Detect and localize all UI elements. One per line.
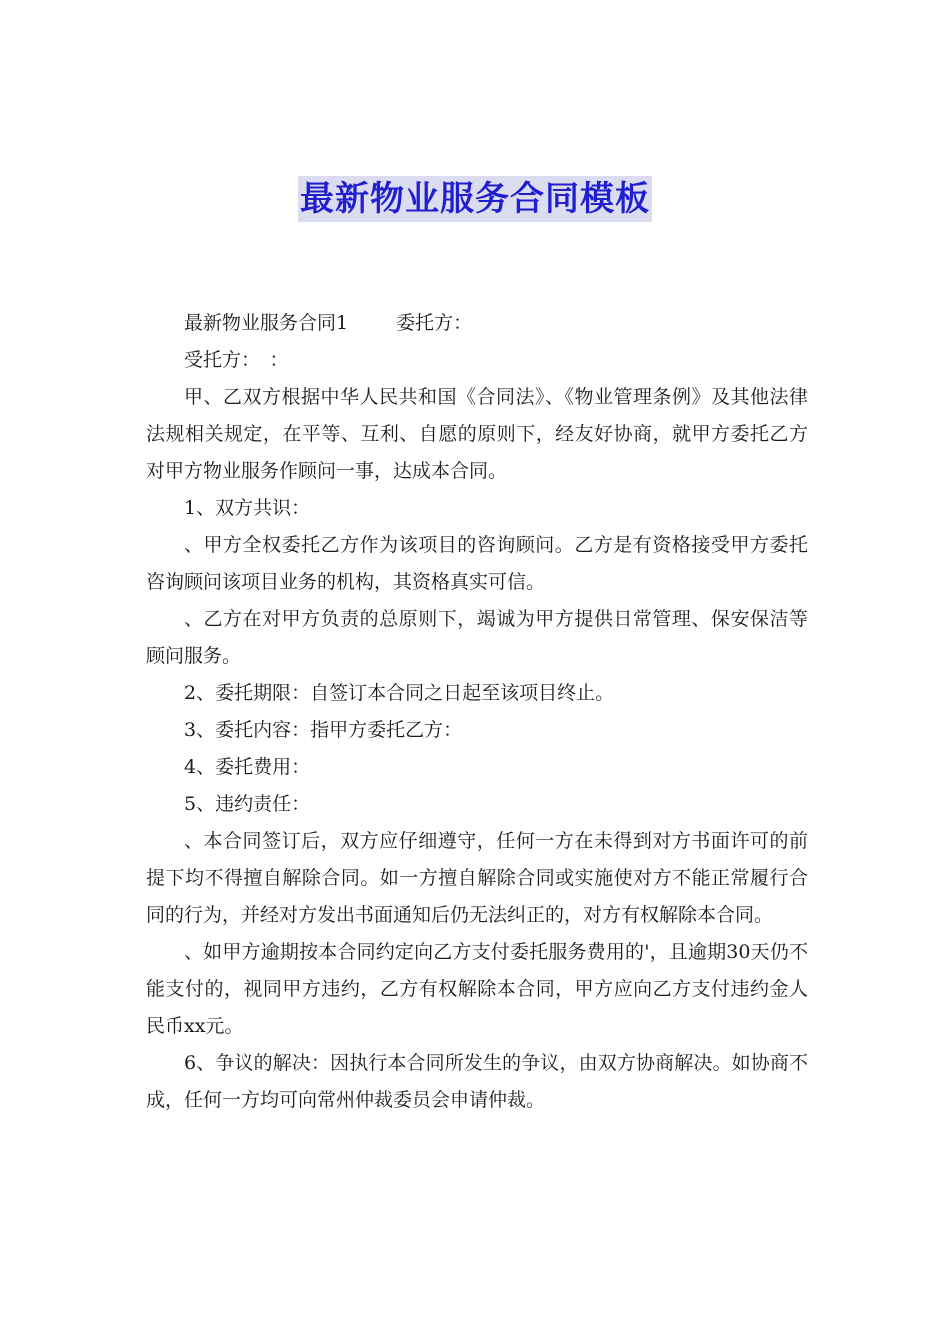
paragraph-section-6: 6、争议的解决：因执行本合同所发生的争议，由双方协商解决。如协商不成，任何一方均可向常州仲裁委员会申请仲裁。: [146, 1052, 808, 1111]
paragraph-section-5-b: 、如甲方逾期按本合同约定向乙方支付委托服务费用的'，且逾期30天仍不能支付的，视同甲方违约，乙方有权解除本合同，甲方应向乙方支付违约金人民币xx元。: [146, 941, 808, 1037]
paragraph-section-4: 4、委托费用：: [184, 756, 311, 778]
paragraph-section-3: 3、委托内容：指甲方委托乙方：: [184, 719, 463, 741]
paragraph-section-2: 2、委托期限：自签订本合同之日起至该项目终止。: [184, 682, 615, 704]
paragraph-section-1-a: 、甲方全权委托乙方作为该项目的咨询顾问。乙方是有资格接受甲方委托咨询顾问该项目业务的机构，其资格真实可信。: [146, 534, 808, 593]
document-title: 最新物业服务合同模板: [298, 176, 652, 222]
document-body: [146, 305, 808, 1119]
contract-number-label: 最新物业服务合同1: [184, 312, 349, 334]
paragraph-section-1-b: 、乙方在对甲方负责的总原则下，竭诚为甲方提供日常管理、保安保洁等顾问服务。: [146, 608, 808, 667]
paragraph-section-5-a: 、本合同签订后，双方应仔细遵守，任何一方在未得到对方书面许可的前提下均不得擅自解除合同。如一方擅自解除合同或实施使对方不能正常履行合同的行为，并经对方发出书面通知后仍无法纠正的，对方有权解除本合同。: [146, 830, 808, 926]
paragraph-section-5: 5、违约责任：: [184, 793, 311, 815]
title-wrap: [0, 176, 950, 222]
entrusting-party-label: 委托方：: [396, 312, 473, 334]
paragraph-trustee: 受托方： ：: [184, 349, 289, 371]
paragraph-section-1: 1、双方共识：: [184, 497, 311, 519]
paragraph-contract-heading: [146, 305, 808, 342]
paragraph-preamble: 甲、乙双方根据中华人民共和国《合同法》、《物业管理条例》及其他法律法规相关规定，在平等、互利、自愿的原则下，经友好协商，就甲方委托乙方对甲方物业服务作顾问一事，达成本合同。: [146, 386, 808, 482]
